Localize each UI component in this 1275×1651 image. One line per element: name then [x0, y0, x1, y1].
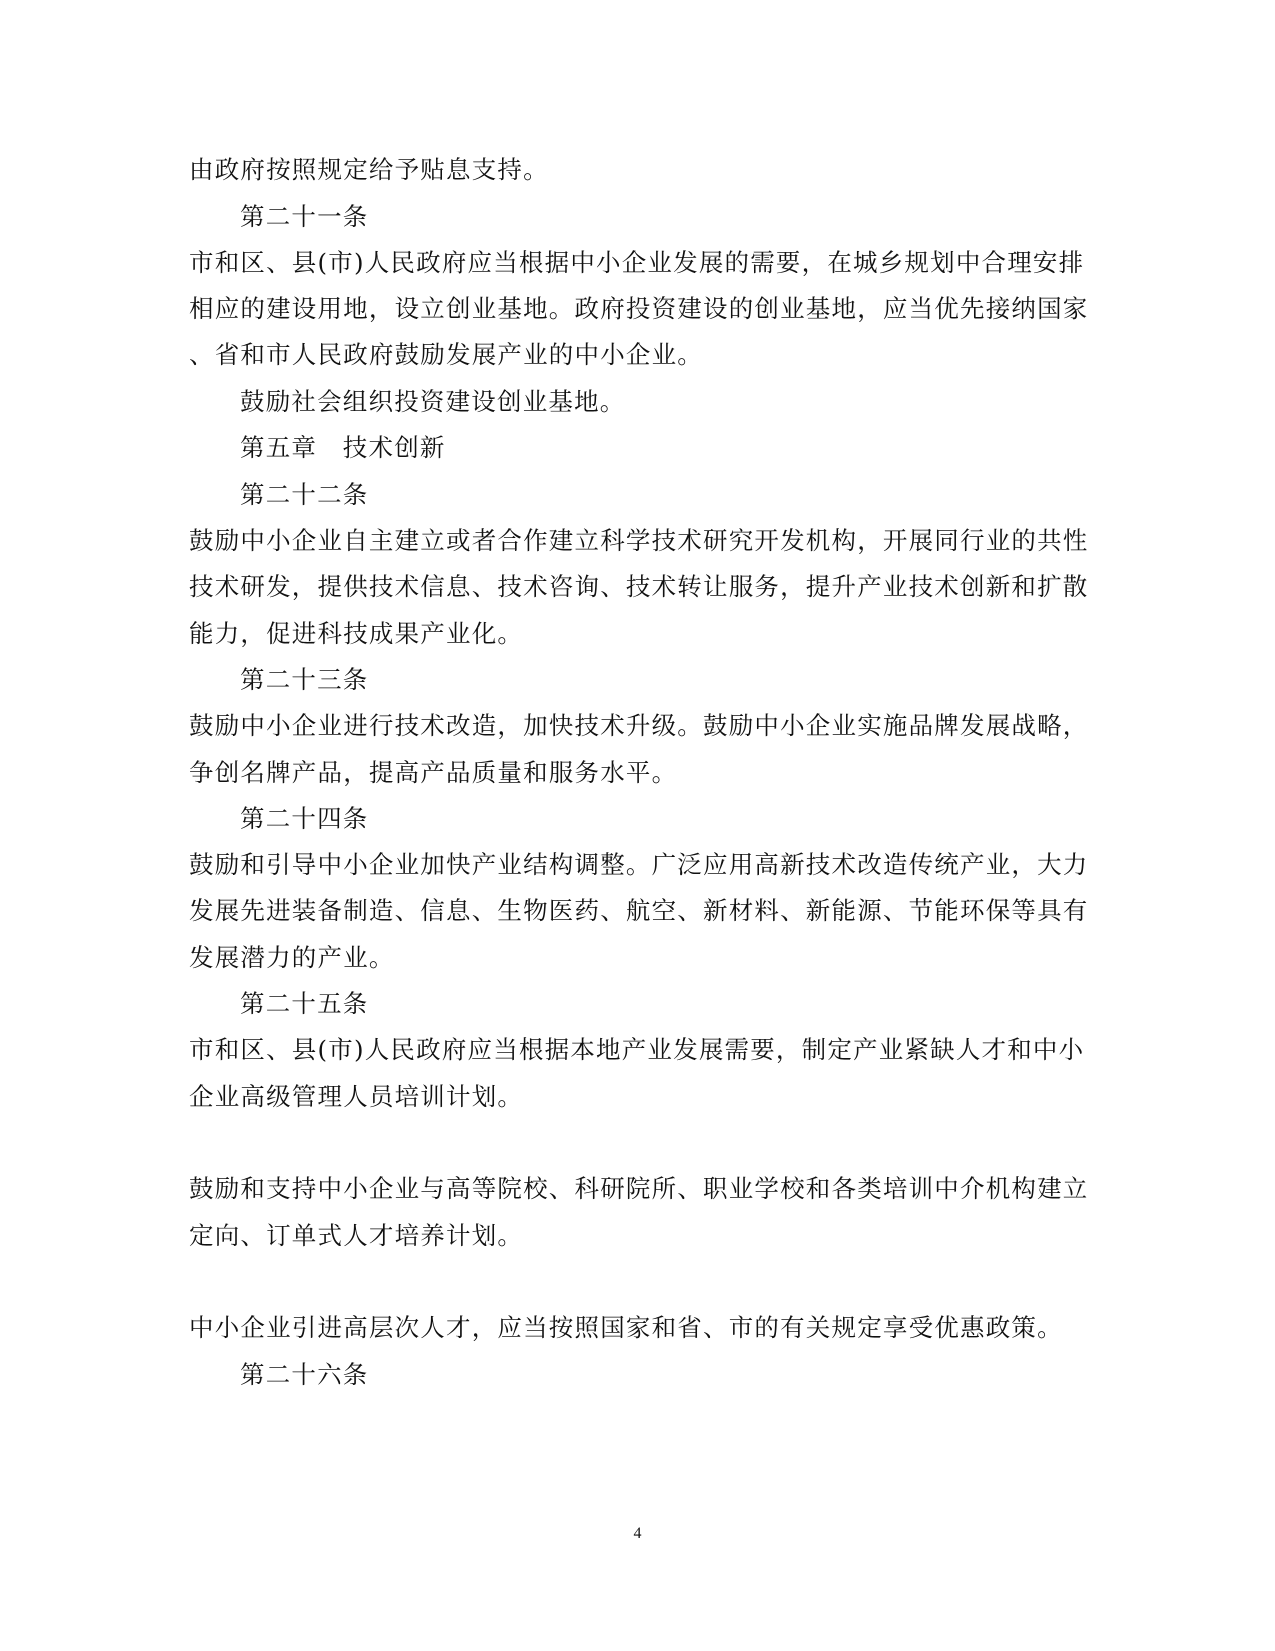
text-line: 争创名牌产品，提高产品质量和服务水平。 [189, 758, 678, 787]
text-line: 能力，促进科技成果产业化。 [189, 619, 524, 648]
article-heading: 第二十一条 [240, 202, 369, 231]
article-heading: 第二十四条 [240, 804, 369, 833]
text-line: 定向、订单式人才培养计划。 [189, 1221, 524, 1250]
text-line: 相应的建设用地，设立创业基地。政府投资建设的创业基地，应当优先接纳国家 [189, 294, 1089, 323]
article-heading: 第二十二条 [240, 480, 369, 509]
text-line: 技术研发，提供技术信息、技术咨询、技术转让服务，提升产业技术创新和扩散 [189, 572, 1089, 601]
text-line: 鼓励中小企业进行技术改造，加快技术升级。鼓励中小企业实施品牌发展战略， [189, 711, 1089, 740]
text-line: 发展先进装备制造、信息、生物医药、航空、新材料、新能源、节能环保等具有 [189, 896, 1089, 925]
text-line: 中小企业引进高层次人才，应当按照国家和省、市的有关规定享受优惠政策。 [189, 1313, 1063, 1342]
text-line: 企业高级管理人员培训计划。 [189, 1082, 524, 1111]
page-number: 4 [633, 1525, 642, 1542]
article-heading: 第二十六条 [240, 1360, 369, 1389]
text-line: 鼓励和支持中小企业与高等院校、科研院所、职业学校和各类培训中介机构建立 [189, 1174, 1089, 1203]
text-line: 市和区、县(市)人民政府应当根据中小企业发展的需要，在城乡规划中合理安排 [189, 248, 1085, 277]
chapter-heading: 第五章 技术创新 [240, 433, 446, 462]
article-heading: 第二十五条 [240, 989, 369, 1018]
text-line: 鼓励中小企业自主建立或者合作建立科学技术研究开发机构，开展同行业的共性 [189, 526, 1089, 555]
article-heading: 第二十三条 [240, 665, 369, 694]
text-line: 、省和市人民政府鼓励发展产业的中小企业。 [189, 340, 703, 369]
text-line: 发展潜力的产业。 [189, 943, 395, 972]
text-line: 由政府按照规定给予贴息支持。 [189, 155, 549, 184]
text-line: 市和区、县(市)人民政府应当根据本地产业发展需要，制定产业紧缺人才和中小 [189, 1035, 1085, 1064]
text-line: 鼓励和引导中小企业加快产业结构调整。广泛应用高新技术改造传统产业，大力 [189, 850, 1089, 879]
text-line: 鼓励社会组织投资建设创业基地。 [240, 387, 626, 416]
